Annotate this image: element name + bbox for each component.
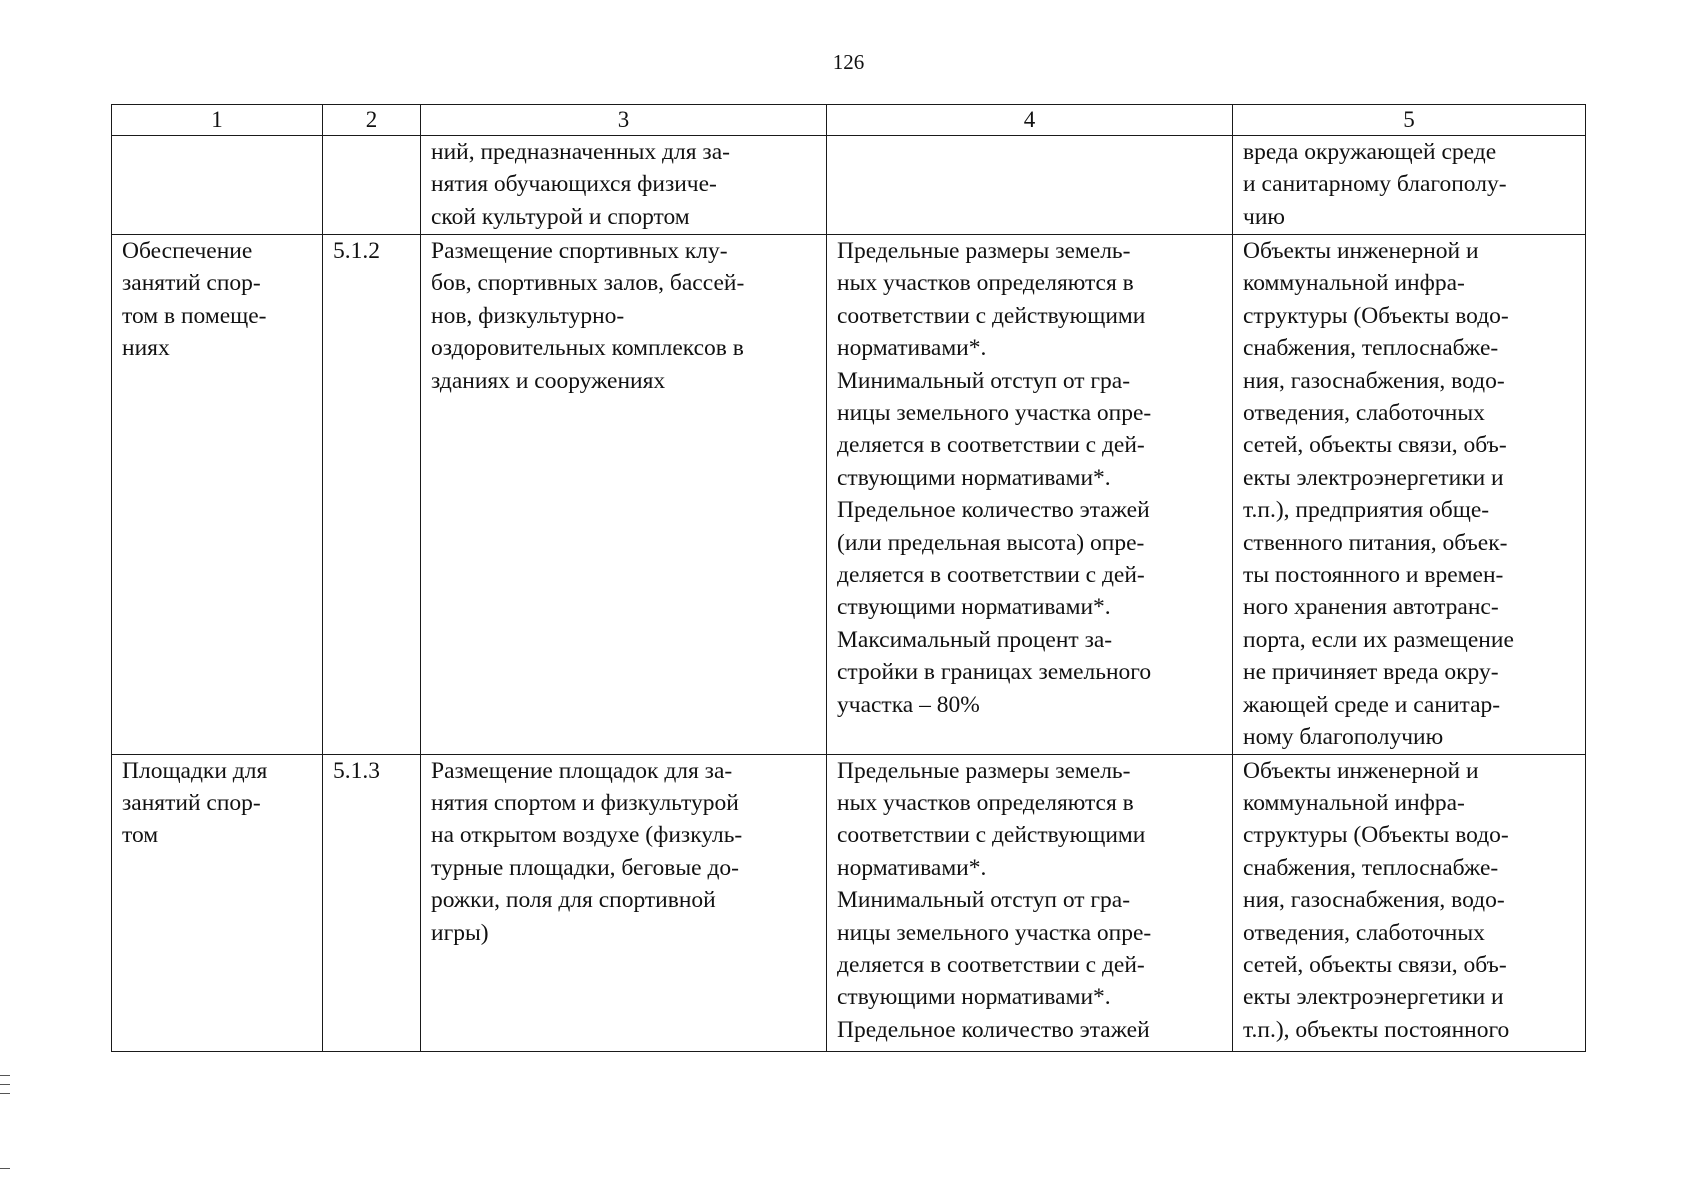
use-code-cell xyxy=(323,136,421,235)
cell-text-line: зданиях и сооружениях xyxy=(431,367,666,394)
cell-text-line: бов, спортивных залов, бассей- xyxy=(431,270,745,297)
cell-text-line: коммунальной инфра- xyxy=(1243,270,1465,297)
cell-text-line: ниях xyxy=(122,335,170,362)
cell-text-line: Предельные размеры земель- xyxy=(837,238,1131,264)
cell-text-line: нов, физкультурно- xyxy=(431,302,625,329)
cell-text-line: (или предельная высота) опре- xyxy=(837,529,1145,556)
cell-text-line: том в помеще- xyxy=(122,302,267,329)
cell-text-line: екты электроэнергетики и xyxy=(1243,984,1504,1011)
cell-text-line: деляется в соответствии с дей- xyxy=(837,562,1145,589)
use-parameters-cell xyxy=(827,235,1233,755)
header-col-2: 2 xyxy=(323,105,421,136)
cell-text-line: нятия обучающихся физиче- xyxy=(431,171,717,198)
header-row xyxy=(112,105,1586,136)
auxiliary-uses-cell xyxy=(1233,235,1586,755)
use-code-cell xyxy=(323,235,421,755)
cell-text-line: стройки в границах земельного xyxy=(837,659,1152,686)
cell-text-line: 5.1.3 xyxy=(333,757,380,784)
cell-text-line: не причиняет вреда окру- xyxy=(1243,659,1499,686)
cell-text-line: сетей, объекты связи, объ- xyxy=(1243,951,1507,978)
cell-text-line: ты постоянного и времен- xyxy=(1243,562,1504,589)
table-row xyxy=(112,754,1586,1051)
cell-text-line: и санитарному благополу- xyxy=(1243,171,1507,198)
cell-text-line: Размещение площадок для за- xyxy=(431,757,733,784)
cell-text-line: снабжения, теплоснабже- xyxy=(1243,854,1499,881)
cell-text-line: ской культурой и спортом xyxy=(431,203,690,230)
cell-text-line: на открытом воздухе (физкуль- xyxy=(431,822,743,849)
use-name-cell xyxy=(112,235,323,755)
table-row xyxy=(112,235,1586,755)
cell-text-line: отведения, слаботочных xyxy=(1243,919,1485,946)
cell-text-line: Размещение спортивных клу- xyxy=(431,238,728,264)
cell-text-line: соответствии с действующими xyxy=(837,302,1146,329)
cell-text-line: участка – 80% xyxy=(837,691,980,718)
cell-text-line: занятий спор- xyxy=(122,789,261,816)
cell-text-line: екты электроэнергетики и xyxy=(1243,464,1504,491)
cell-text-line: нормативами*. xyxy=(837,335,987,362)
cell-text-line: Объекты инженерной и xyxy=(1243,238,1479,264)
use-description-cell xyxy=(421,136,827,235)
use-code-cell xyxy=(323,754,421,1051)
auxiliary-uses-cell xyxy=(1233,136,1586,235)
scan-edge-mark xyxy=(0,1075,10,1076)
use-parameters-cell xyxy=(827,136,1233,235)
cell-text-line: вреда окружающей среде xyxy=(1243,139,1497,165)
cell-text-line: ному благополучию xyxy=(1243,724,1444,751)
cell-text-line: ницы земельного участка опре- xyxy=(837,919,1152,946)
header-col-5: 5 xyxy=(1233,105,1586,136)
cell-text-line: чию xyxy=(1243,203,1285,230)
scan-edge-mark xyxy=(0,1084,10,1085)
cell-text-line: отведения, слаботочных xyxy=(1243,400,1485,427)
cell-text-line: Минимальный отступ от гра- xyxy=(837,367,1131,394)
cell-text-line: ствующими нормативами*. xyxy=(837,984,1111,1011)
use-name-cell xyxy=(112,136,323,235)
auxiliary-uses-cell xyxy=(1233,754,1586,1051)
cell-text-line: Максимальный процент за- xyxy=(837,626,1113,653)
land-use-table xyxy=(111,104,1586,1052)
scan-edge-mark xyxy=(0,1093,10,1094)
cell-text-line: Минимальный отступ от гра- xyxy=(837,887,1131,914)
table-row xyxy=(112,136,1586,235)
header-col-1: 1 xyxy=(112,105,323,136)
cell-text-line: Предельные размеры земель- xyxy=(837,757,1131,784)
cell-text-line: Обеспечение xyxy=(122,238,253,264)
use-parameters-cell xyxy=(827,754,1233,1051)
cell-text-line: Площадки для xyxy=(122,757,268,784)
use-description-cell xyxy=(421,754,827,1051)
cell-text-line: занятий спор- xyxy=(122,270,261,297)
cell-text-line: турные площадки, беговые до- xyxy=(431,854,740,881)
cell-text-line: т.п.), предприятия обще- xyxy=(1243,497,1490,524)
cell-text-line: том xyxy=(122,822,159,849)
header-col-3: 3 xyxy=(421,105,827,136)
cell-text-line: ний, предназначенных для за- xyxy=(431,139,730,165)
cell-text-line: сетей, объекты связи, объ- xyxy=(1243,432,1507,459)
use-name-cell xyxy=(112,754,323,1051)
cell-text-line: Предельное количество этажей xyxy=(837,1016,1150,1043)
cell-text-line: деляется в соответствии с дей- xyxy=(837,432,1145,459)
cell-text-line: ствующими нормативами*. xyxy=(837,464,1111,491)
cell-text-line: оздоровительных комплексов в xyxy=(431,335,744,362)
cell-text-line: нормативами*. xyxy=(837,854,987,881)
cell-text-line: Предельное количество этажей xyxy=(837,497,1150,524)
cell-text-line: ния, газоснабжения, водо- xyxy=(1243,887,1505,914)
cell-text-line: деляется в соответствии с дей- xyxy=(837,951,1145,978)
cell-text-line: соответствии с действующими xyxy=(837,822,1146,849)
cell-text-line: снабжения, теплоснабже- xyxy=(1243,335,1499,362)
cell-text-line: нятия спортом и физкультурой xyxy=(431,789,739,816)
use-description-cell xyxy=(421,235,827,755)
cell-text-line: структуры (Объекты водо- xyxy=(1243,302,1509,329)
cell-text-line: ного хранения автотранс- xyxy=(1243,594,1499,621)
cell-text-line: структуры (Объекты водо- xyxy=(1243,822,1509,849)
cell-text-line: ственного питания, объек- xyxy=(1243,529,1508,556)
page-number: 126 xyxy=(832,50,865,74)
cell-text-line: порта, если их размещение xyxy=(1243,626,1514,653)
cell-text-line: ницы земельного участка опре- xyxy=(837,400,1152,427)
cell-text-line: коммунальной инфра- xyxy=(1243,789,1465,816)
cell-text-line: рожки, поля для спортивной xyxy=(431,887,716,914)
cell-text-line: Объекты инженерной и xyxy=(1243,757,1479,784)
cell-text-line: ния, газоснабжения, водо- xyxy=(1243,367,1505,394)
cell-text-line: ных участков определяются в xyxy=(837,789,1134,816)
cell-text-line: ных участков определяются в xyxy=(837,270,1134,297)
cell-text-line: т.п.), объекты постоянного xyxy=(1243,1016,1510,1043)
cell-text-line: 5.1.2 xyxy=(333,238,380,264)
scan-edge-mark xyxy=(0,1168,10,1169)
cell-text-line: жающей среде и санитар- xyxy=(1243,691,1501,718)
cell-text-line: игры) xyxy=(431,919,489,946)
cell-text-line: ствующими нормативами*. xyxy=(837,594,1111,621)
header-col-4: 4 xyxy=(827,105,1233,136)
